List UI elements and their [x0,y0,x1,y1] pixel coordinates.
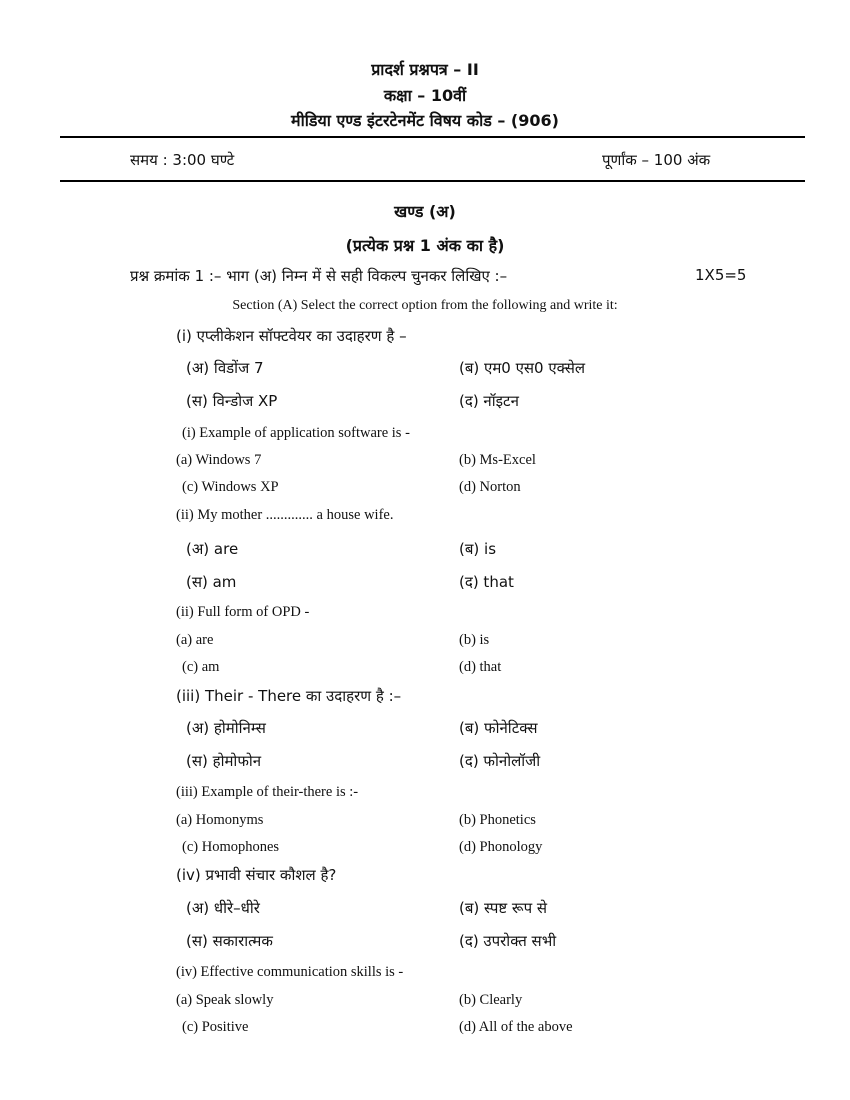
max-marks-label: पूर्णांक – 100 अंक [602,151,711,169]
option-english-b: (b) Clearly [459,992,523,1008]
section-subtitle: (प्रत्येक प्रश्न 1 अंक का है) [345,236,505,255]
paper-title: प्रादर्श प्रश्नपत्र – II [371,60,479,79]
option-hindi-d: (द) उपरोक्त सभी [459,932,557,950]
top-divider [60,136,805,138]
option-english-d: (d) Phonology [459,839,543,855]
time-label: समय : 3:00 घण्टे [130,151,235,169]
option-english-d: (d) that [459,659,502,675]
option-english-c: (c) Positive [182,1019,249,1035]
option-hindi-b: (ब) एम0 एस0 एक्सेल [459,359,586,377]
marks-label: 1X5=5 [695,266,747,284]
question-hindi: (iv) प्रभावी संचार कौशल है? [176,866,337,884]
option-hindi-d: (द) that [459,573,514,591]
option-english-b: (b) Phonetics [459,812,536,828]
option-hindi-a: (अ) होमोनिम्स [186,719,266,737]
option-hindi-d: (द) फोनोलॉजी [459,752,541,770]
option-english-b: (b) is [459,632,490,648]
option-english-d: (d) All of the above [459,1019,573,1035]
option-hindi-a: (अ) धीरे–धीरे [186,899,260,917]
option-hindi-c: (स) विन्डोज XP [186,392,278,410]
bottom-divider [60,180,805,182]
question-hindi: (ii) My mother ............. a house wife. [176,507,394,523]
class-label: कक्षा – 10वीं [383,86,467,105]
option-english-b: (b) Ms-Excel [459,452,536,468]
option-hindi-d: (द) नॉइटन [459,392,519,410]
option-hindi-a: (अ) विडोंज 7 [186,359,264,377]
section-title: खण्ड (अ) [394,202,456,221]
question-hindi: (i) एप्लीकेशन सॉफ्टवेयर का उदाहरण है – [176,327,407,345]
instruction-hindi: प्रश्न क्रमांक 1 :– भाग (अ) निम्न में से सही विकल्प चुनकर लिखिए :– [130,267,508,285]
option-hindi-b: (ब) फोनेटिक्स [459,719,538,737]
option-english-a: (a) Windows 7 [176,452,262,468]
question-hindi: (iii) Their - There का उदाहरण है :– [176,687,402,705]
option-hindi-a: (अ) are [186,540,239,558]
option-hindi-c: (स) सकारात्मक [186,932,273,950]
question-english: (iii) Example of their-there is :- [176,784,359,800]
option-english-c: (c) Homophones [182,839,280,855]
question-english: (iv) Effective communication skills is - [176,964,404,980]
option-english-a: (a) are [176,632,214,648]
option-hindi-c: (स) होमोफोन [186,752,262,770]
option-hindi-b: (ब) is [459,540,497,558]
option-hindi-c: (स) am [186,573,237,591]
question-english: (ii) Full form of OPD - [176,604,310,620]
option-english-a: (a) Speak slowly [176,992,274,1008]
instruction-english: Section (A) Select the correct option from the following and write it: [232,298,618,313]
subject-label: मीडिया एण्ड इंटरटेनमेंट विषय कोड – (906) [291,111,559,130]
option-english-a: (a) Homonyms [176,812,264,828]
option-hindi-b: (ब) स्पष्ट रूप से [459,899,548,917]
option-english-d: (d) Norton [459,479,521,495]
option-english-c: (c) am [182,659,220,675]
question-english: (i) Example of application software is - [182,425,410,441]
option-english-c: (c) Windows XP [182,479,279,495]
